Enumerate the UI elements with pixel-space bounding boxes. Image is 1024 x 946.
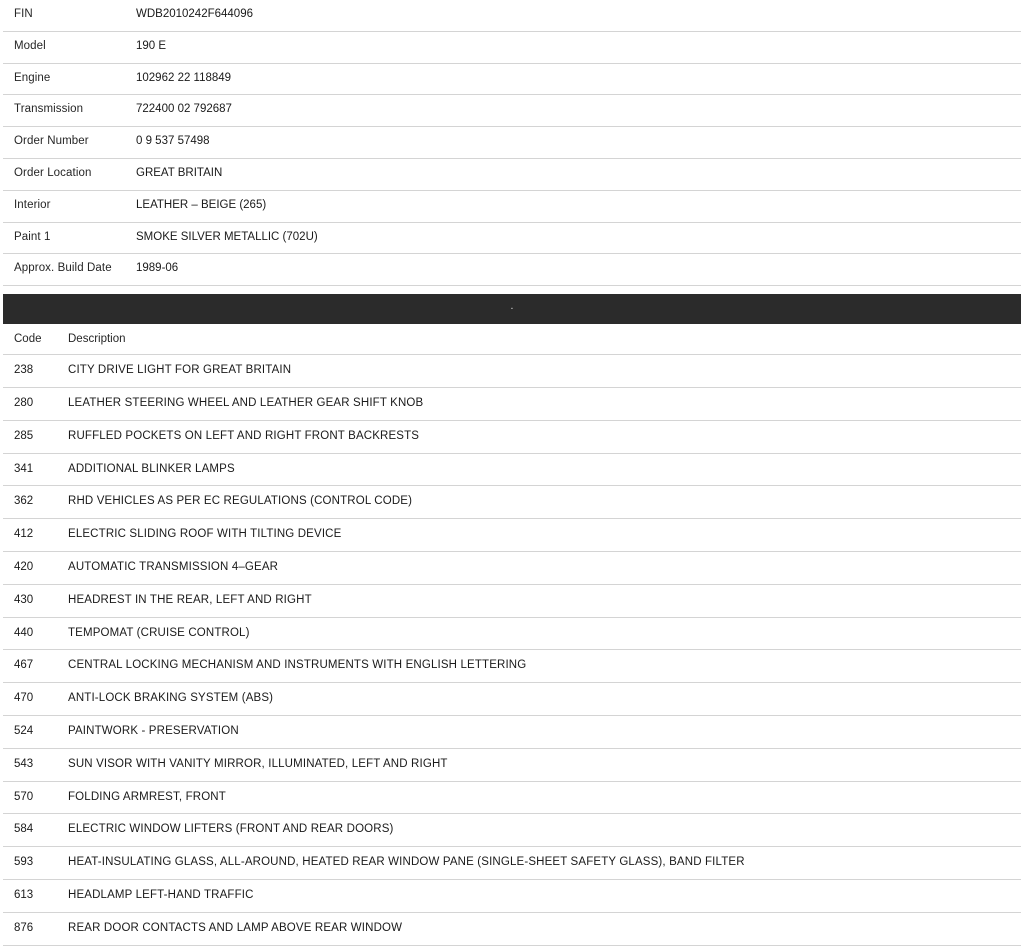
table-row [3, 158, 1021, 190]
table-row [3, 31, 1021, 63]
info-label: Order Location [14, 166, 92, 179]
info-value: LEATHER – BEIGE (265) [136, 198, 267, 211]
option-description: ANTI-LOCK BRAKING SYSTEM (ABS) [68, 692, 274, 705]
option-description: ADDITIONAL BLINKER LAMPS [68, 462, 235, 475]
option-description: SUN VISOR WITH VANITY MIRROR, ILLUMINATED, LEFT AND RIGHT [68, 757, 448, 770]
table-row [3, 127, 1021, 159]
table-row [3, 453, 1021, 486]
table-row [3, 847, 1021, 880]
table-header-row [3, 324, 1021, 355]
table-row [3, 519, 1021, 552]
table-row [3, 650, 1021, 683]
info-value: SMOKE SILVER METALLIC (702U) [136, 230, 318, 243]
table-row [3, 95, 1021, 127]
table-row [3, 912, 1021, 945]
option-description: AUTOMATIC TRANSMISSION 4–GEAR [68, 560, 279, 573]
table-row [3, 715, 1021, 748]
divider-marker: · [510, 302, 514, 315]
info-label: Model [14, 39, 46, 52]
option-description: ELECTRIC SLIDING ROOF WITH TILTING DEVICE [68, 528, 342, 541]
table-row [3, 879, 1021, 912]
info-value: 1989-06 [136, 262, 179, 275]
table-row [3, 551, 1021, 584]
info-value: 102962 22 118849 [136, 71, 232, 84]
table-row [3, 222, 1021, 254]
option-code: 584 [14, 823, 34, 836]
info-value: 722400 02 792687 [136, 103, 232, 116]
option-code: 412 [14, 528, 34, 541]
info-label: Order Number [14, 135, 89, 148]
option-code: 341 [14, 462, 34, 475]
option-code: 238 [14, 364, 34, 377]
option-description: HEAT-INSULATING GLASS, ALL-AROUND, HEATED REAR WINDOW PANE (SINGLE-SHEET SAFETY GLASS), BAND FILTER [68, 856, 745, 869]
option-code: 285 [14, 429, 34, 442]
option-codes-body [3, 355, 1021, 945]
option-description: CITY DRIVE LIGHT FOR GREAT BRITAIN [68, 364, 292, 377]
info-label: Engine [14, 71, 51, 84]
option-code: 420 [14, 560, 34, 573]
info-label: Paint 1 [14, 230, 51, 243]
info-label: Interior [14, 198, 51, 211]
option-description: HEADLAMP LEFT-HAND TRAFFIC [68, 888, 254, 901]
option-code: 362 [14, 495, 34, 508]
option-code: 543 [14, 757, 34, 770]
table-row [3, 420, 1021, 453]
table-row [3, 814, 1021, 847]
option-description: PAINTWORK - PRESERVATION [68, 724, 239, 737]
table-row [3, 190, 1021, 222]
option-description: HEADREST IN THE REAR, LEFT AND RIGHT [68, 593, 312, 606]
option-code: 593 [14, 856, 34, 869]
option-description: ELECTRIC WINDOW LIFTERS (FRONT AND REAR DOORS) [68, 823, 394, 836]
table-row [3, 683, 1021, 716]
info-value: GREAT BRITAIN [136, 166, 223, 179]
option-code: 440 [14, 626, 34, 639]
option-description: LEATHER STEERING WHEEL AND LEATHER GEAR SHIFT KNOB [68, 396, 424, 409]
table-row [3, 0, 1021, 31]
option-code: 570 [14, 790, 34, 803]
vehicle-info-table [3, 0, 1021, 286]
option-description: RUFFLED POCKETS ON LEFT AND RIGHT FRONT BACKRESTS [68, 429, 420, 442]
option-code: 613 [14, 888, 34, 901]
table-row [3, 254, 1021, 286]
table-row [3, 584, 1021, 617]
option-code: 876 [14, 921, 34, 934]
info-value: WDB2010242F644096 [136, 8, 253, 20]
option-code: 280 [14, 396, 34, 409]
info-label: Approx. Build Date [14, 262, 112, 275]
option-code: 467 [14, 659, 34, 672]
info-label: FIN [14, 8, 33, 20]
info-value: 190 E [136, 39, 167, 52]
table-row [3, 355, 1021, 388]
table-row [3, 63, 1021, 95]
option-code: 470 [14, 692, 34, 705]
info-value: 0 9 537 57498 [136, 135, 210, 148]
column-header-description: Description [68, 333, 126, 346]
option-description: REAR DOOR CONTACTS AND LAMP ABOVE REAR WINDOW [68, 921, 403, 934]
option-codes-header [3, 324, 1021, 355]
table-row [3, 387, 1021, 420]
option-code: 524 [14, 724, 34, 737]
info-label: Transmission [14, 103, 84, 116]
option-description: RHD VEHICLES AS PER EC REGULATIONS (CONTROL CODE) [68, 495, 413, 508]
section-divider [3, 294, 1021, 324]
column-header-code: Code [14, 333, 42, 346]
option-description: TEMPOMAT (CRUISE CONTROL) [68, 626, 250, 639]
option-code: 430 [14, 593, 34, 606]
option-description: CENTRAL LOCKING MECHANISM AND INSTRUMENTS WITH ENGLISH LETTERING [68, 659, 527, 672]
table-row [3, 617, 1021, 650]
table-row [3, 781, 1021, 814]
table-row [3, 748, 1021, 781]
option-description: FOLDING ARMREST, FRONT [68, 790, 226, 803]
table-row [3, 486, 1021, 519]
vehicle-info-body [3, 0, 1021, 286]
option-codes-table [3, 324, 1021, 945]
